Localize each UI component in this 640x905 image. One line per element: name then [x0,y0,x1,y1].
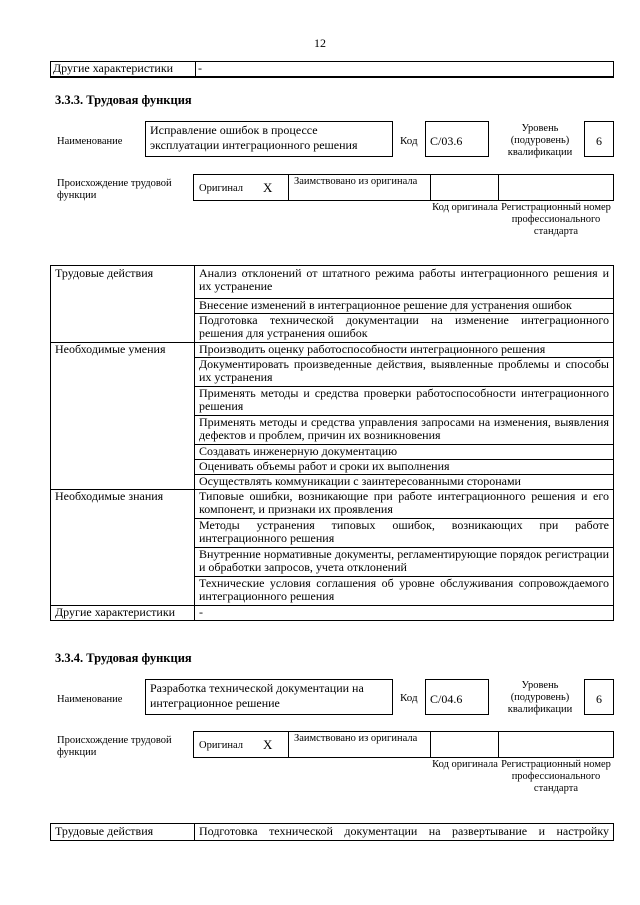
labor-action-3: Подготовка технической документации на изменение интеграционного решения для устранения ошибок [195,314,614,343]
reg-label-333: Регистрационный номер профессионального стандарта [501,202,611,237]
table-row [51,606,614,621]
divider [288,174,289,201]
code-label-333: Код [400,135,418,147]
level-label-333: Уровень (подуровень) квалификации [507,123,573,158]
divider [288,731,289,758]
level-value-333: 6 [584,121,614,157]
divider [498,174,499,201]
table-row [51,266,614,299]
labor-actions-label-334: Трудовые действия [51,824,195,841]
skill-5: Создавать инженерную документацию [195,445,614,460]
skill-1: Производить оценку работоспособности интеграционного решения [195,343,614,358]
code-label-334: Код [400,692,418,704]
labor-function-table-334 [50,823,614,841]
knowledge-label: Необходимые знания [51,490,195,606]
origin-box-333 [193,174,614,201]
labor-action-334-1: Подготовка технической документации на развертывание и настройку [195,824,614,841]
divider [430,174,431,201]
name-label-333: Наименование [57,136,123,147]
labor-action-1: Анализ отклонений от штатного режима работы интеграционного решения и их устранение [195,266,614,299]
code-value-334: C/04.6 [425,679,489,715]
skill-6: Оценивать объемы работ и сроки их выполнения [195,460,614,475]
level-label-334: Уровень (подуровень) квалификации [507,680,573,715]
divider [498,731,499,758]
top-other-value: - [196,62,614,78]
borrowed-label-333: Заимствовано из оригинала [294,176,418,187]
original-mark-333: X [263,180,273,195]
page-number: 12 [314,36,326,50]
knowledge-2: Методы устранения типовых ошибок, возникающих при работе интеграционного решения [195,519,614,548]
skill-3: Применять методы и средства проверки работоспособности интеграционного решения [195,387,614,416]
code-orig-label-333: Код оригинала [432,202,498,213]
labor-actions-label: Трудовые действия [51,266,195,343]
code-orig-label-334: Код оригинала [432,759,498,770]
origin-label-334: Происхождение трудовой функции [57,735,172,758]
top-other-row [50,61,614,78]
reg-label-334: Регистрационный номер профессионального стандарта [501,759,611,794]
labor-action-2: Внесение изменений в интеграционное решение для устранения ошибок [195,299,614,314]
other-value: - [195,606,614,621]
section-title-333: 3.3.3. Трудовая функция [55,93,192,107]
original-mark-334: X [263,737,273,752]
skill-7: Осуществлять коммуникации с заинтересованными сторонами [195,475,614,490]
code-value-333: C/03.6 [425,121,489,157]
top-other-label: Другие характеристики [51,62,196,78]
skill-4: Применять методы и средства управления запросами на изменения, выявления дефектов и проблем, причин их возникновения [195,416,614,445]
name-label-334: Наименование [57,694,123,705]
level-value-334: 6 [584,679,614,715]
section-title-334: 3.3.4. Трудовая функция [55,651,192,665]
table-row [51,343,614,358]
name-value-334: Разработка технической документации на интеграционное решение [145,679,393,715]
other-label: Другие характеристики [51,606,195,621]
skills-label: Необходимые умения [51,343,195,490]
origin-box-334 [193,731,614,758]
labor-function-table-333 [50,265,614,621]
origin-label-333: Происхождение трудовой функции [57,178,172,201]
borrowed-label-334: Заимствовано из оригинала [294,733,418,744]
divider [430,731,431,758]
knowledge-3: Внутренние нормативные документы, регламентирующие порядок регистрации и обработки запросов, учета отклонений [195,548,614,577]
skill-2: Документировать произведенные действия, выявленные проблемы и способы их устранения [195,358,614,387]
table-row [51,490,614,519]
original-label-333: Оригинал [199,183,243,194]
name-value-333: Исправление ошибок в процессе эксплуатации интеграционного решения [145,121,393,157]
table-row [51,824,614,841]
knowledge-4: Технические условия соглашения об уровне обслуживания сопровождаемого интеграционного решения [195,577,614,606]
knowledge-1: Типовые ошибки, возникающие при работе интеграционного решения и его компонент, и признаки их проявления [195,490,614,519]
original-label-334: Оригинал [199,740,243,751]
